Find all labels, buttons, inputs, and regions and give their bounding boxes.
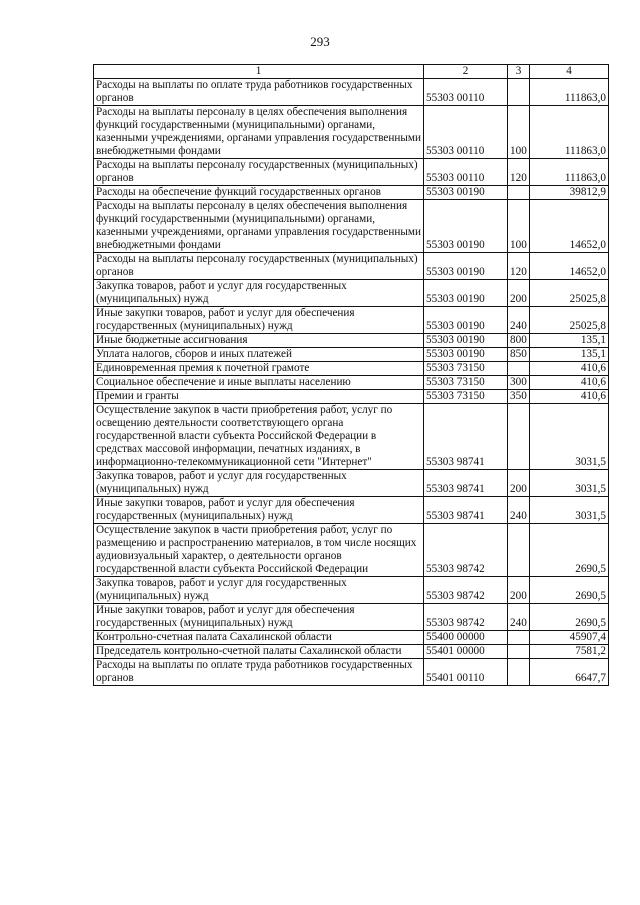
expense-type-code: 240 <box>508 497 530 524</box>
table-row <box>94 362 609 376</box>
column-number-row <box>94 65 609 79</box>
expense-name: Иные закупки товаров, работ и услуг для обеспечения государственных (муниципальных) нужд <box>94 604 424 631</box>
table-row <box>94 376 609 390</box>
classification-code: 55303 73150 <box>424 390 508 404</box>
expense-type-code: 350 <box>508 390 530 404</box>
amount-value: 2690,5 <box>530 577 609 604</box>
amount-value: 111863,0 <box>530 106 609 159</box>
amount-value: 14652,0 <box>530 200 609 253</box>
table-row <box>94 631 609 645</box>
expense-type-code <box>508 524 530 577</box>
column-header-1: 1 <box>94 65 424 79</box>
classification-code: 55303 00190 <box>424 334 508 348</box>
expense-type-code: 100 <box>508 200 530 253</box>
amount-value: 39812,9 <box>530 186 609 200</box>
expense-type-code: 200 <box>508 470 530 497</box>
classification-code: 55400 00000 <box>424 631 508 645</box>
expense-name: Закупка товаров, работ и услуг для государственных (муниципальных) нужд <box>94 577 424 604</box>
table-row <box>94 106 609 159</box>
expense-name: Иные закупки товаров, работ и услуг для обеспечения государственных (муниципальных) нужд <box>94 497 424 524</box>
amount-value: 410,6 <box>530 362 609 376</box>
table-row <box>94 79 609 106</box>
expense-type-code <box>508 404 530 470</box>
expense-type-code: 120 <box>508 159 530 186</box>
amount-value: 25025,8 <box>530 307 609 334</box>
expense-name: Расходы на выплаты персоналу в целях обеспечения выполнения функций государственными (муниципальными) органами, казенными учреждениями, органами управления государственными внебюджетными фондами <box>94 200 424 253</box>
expense-name: Премии и гранты <box>94 390 424 404</box>
table-row <box>94 404 609 470</box>
expense-type-code: 800 <box>508 334 530 348</box>
expense-type-code: 200 <box>508 577 530 604</box>
table-row <box>94 280 609 307</box>
amount-value: 410,6 <box>530 376 609 390</box>
amount-value: 410,6 <box>530 390 609 404</box>
amount-value: 3031,5 <box>530 470 609 497</box>
classification-code: 55303 73150 <box>424 376 508 390</box>
expense-name: Иные бюджетные ассигнования <box>94 334 424 348</box>
amount-value: 45907,4 <box>530 631 609 645</box>
table-row <box>94 470 609 497</box>
expense-name: Осуществление закупок в части приобретения работ, услуг по размещению и распространению материалов, в том числе носящих аудиовизуальный характер, о деятельности органов государственной власти субъекта Российской Федерации <box>94 524 424 577</box>
expense-type-code: 120 <box>508 253 530 280</box>
expense-type-code <box>508 645 530 659</box>
table-row <box>94 524 609 577</box>
expense-name: Расходы на выплаты по оплате труда работников государственных органов <box>94 659 424 686</box>
expense-type-code <box>508 631 530 645</box>
expense-name: Расходы на выплаты персоналу государственных (муниципальных) органов <box>94 159 424 186</box>
expense-name: Председатель контрольно-счетной палаты Сахалинской области <box>94 645 424 659</box>
expense-type-code: 100 <box>508 106 530 159</box>
expense-type-code <box>508 79 530 106</box>
classification-code: 55401 00000 <box>424 645 508 659</box>
table-row <box>94 645 609 659</box>
budget-table-body <box>94 65 609 686</box>
classification-code: 55401 00110 <box>424 659 508 686</box>
expense-name: Закупка товаров, работ и услуг для государственных (муниципальных) нужд <box>94 280 424 307</box>
expense-type-code: 240 <box>508 307 530 334</box>
column-header-2: 2 <box>424 65 508 79</box>
expense-name: Закупка товаров, работ и услуг для государственных (муниципальных) нужд <box>94 470 424 497</box>
expense-type-code <box>508 186 530 200</box>
table-row <box>94 159 609 186</box>
expense-name: Единовременная премия к почетной грамоте <box>94 362 424 376</box>
classification-code: 55303 00190 <box>424 253 508 280</box>
expense-name: Уплата налогов, сборов и иных платежей <box>94 348 424 362</box>
expense-type-code <box>508 362 530 376</box>
amount-value: 14652,0 <box>530 253 609 280</box>
table-row <box>94 186 609 200</box>
amount-value: 111863,0 <box>530 79 609 106</box>
table-row <box>94 659 609 686</box>
classification-code: 55303 00190 <box>424 186 508 200</box>
amount-value: 135,1 <box>530 348 609 362</box>
expense-name: Социальное обеспечение и иные выплаты населению <box>94 376 424 390</box>
expense-name: Иные закупки товаров, работ и услуг для обеспечения государственных (муниципальных) нужд <box>94 307 424 334</box>
classification-code: 55303 00190 <box>424 200 508 253</box>
classification-code: 55303 00110 <box>424 159 508 186</box>
amount-value: 7581,2 <box>530 645 609 659</box>
column-header-4: 4 <box>530 65 609 79</box>
expense-name: Расходы на выплаты персоналу в целях обеспечения выполнения функций государственными (муниципальными) органами, казенными учреждениями, органами управления государственными внебюджетными фондами <box>94 106 424 159</box>
classification-code: 55303 00190 <box>424 280 508 307</box>
amount-value: 6647,7 <box>530 659 609 686</box>
expense-type-code: 200 <box>508 280 530 307</box>
classification-code: 55303 98741 <box>424 470 508 497</box>
classification-code: 55303 98741 <box>424 404 508 470</box>
amount-value: 3031,5 <box>530 497 609 524</box>
table-row <box>94 577 609 604</box>
amount-value: 135,1 <box>530 334 609 348</box>
classification-code: 55303 98741 <box>424 497 508 524</box>
amount-value: 3031,5 <box>530 404 609 470</box>
table-row <box>94 497 609 524</box>
classification-code: 55303 00190 <box>424 307 508 334</box>
table-row <box>94 334 609 348</box>
expense-name: Расходы на выплаты по оплате труда работников государственных органов <box>94 79 424 106</box>
amount-value: 111863,0 <box>530 159 609 186</box>
column-header-3: 3 <box>508 65 530 79</box>
amount-value: 2690,5 <box>530 524 609 577</box>
expense-type-code: 240 <box>508 604 530 631</box>
classification-code: 55303 98742 <box>424 524 508 577</box>
table-row <box>94 604 609 631</box>
expense-type-code <box>508 659 530 686</box>
page-number: 293 <box>310 34 330 49</box>
classification-code: 55303 73150 <box>424 362 508 376</box>
budget-table <box>93 64 609 686</box>
table-row <box>94 200 609 253</box>
expense-name: Расходы на выплаты персоналу государственных (муниципальных) органов <box>94 253 424 280</box>
amount-value: 2690,5 <box>530 604 609 631</box>
expense-name: Контрольно-счетная палата Сахалинской области <box>94 631 424 645</box>
expense-type-code: 300 <box>508 376 530 390</box>
classification-code: 55303 00190 <box>424 348 508 362</box>
classification-code: 55303 98742 <box>424 577 508 604</box>
expense-name: Расходы на обеспечение функций государственных органов <box>94 186 424 200</box>
classification-code: 55303 00110 <box>424 79 508 106</box>
expense-type-code: 850 <box>508 348 530 362</box>
amount-value: 25025,8 <box>530 280 609 307</box>
table-row <box>94 390 609 404</box>
expense-name: Осуществление закупок в части приобретения работ, услуг по освещению деятельности соответствующего органа государственной власти субъекта Российской Федерации в средствах массовой информации, печатных изданиях, в информационно-телекоммуникационной сети "Интернет" <box>94 404 424 470</box>
table-row <box>94 348 609 362</box>
classification-code: 55303 98742 <box>424 604 508 631</box>
classification-code: 55303 00110 <box>424 106 508 159</box>
table-row <box>94 307 609 334</box>
table-row <box>94 253 609 280</box>
